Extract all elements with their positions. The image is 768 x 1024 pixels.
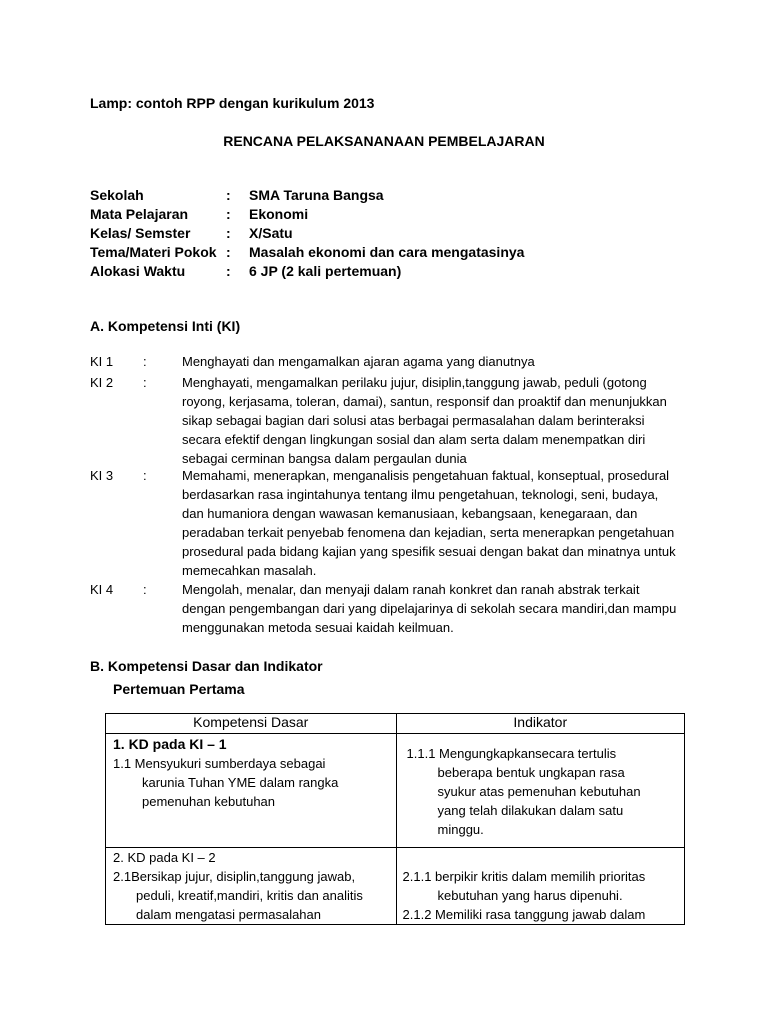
ki-line: Mengolah, menalar, dan menyaji dalam ranah konkret dan ranah abstrak terkait [182, 582, 640, 597]
ki-colon: : [143, 354, 147, 369]
indicator-line: yang telah dilakukan dalam satu [437, 803, 624, 818]
attachment-note: Lamp: contoh RPP dengan kurikulum 2013 [90, 95, 375, 111]
document-title: RENCANA PELAKSANANAAN PEMBELAJARAN [223, 133, 545, 149]
indicator-line: 2.1.1 berpikir kritis dalam memilih prioritas [402, 869, 646, 884]
ki-line: sikap sebagai bagian dari solusi atas berbagai permasalahan dalam berinteraksi [182, 413, 645, 428]
column-header-kd: Kompetensi Dasar [106, 714, 397, 734]
column-header-indicator: Indikator [396, 714, 684, 734]
ki-code: KI 4 [90, 582, 114, 597]
kd-line: 1.1 Mensyukuri sumberdaya sebagai [113, 756, 326, 771]
info-colon: : [226, 187, 231, 203]
meeting-subheading: Pertemuan Pertama [113, 681, 245, 697]
kd-cell [106, 848, 397, 925]
kd-line: pemenuhan kebutuhan [142, 794, 276, 809]
kd-cell [106, 734, 397, 848]
info-value: X/Satu [249, 225, 293, 241]
ki-text [182, 373, 710, 468]
ki-text [182, 352, 710, 371]
kd-line: karunia Tuhan YME dalam rangka [142, 775, 339, 790]
table-row [106, 848, 685, 925]
ki-line: secara efektif dengan lingkungan sosial dan alam serta dalam menempatkan diri [182, 432, 646, 447]
info-value: Ekonomi [249, 206, 309, 222]
kd-line: dalam mengatasi permasalahan [136, 907, 321, 922]
kd-line: 2.1Bersikap jujur, disiplin,tanggung jawab, [113, 869, 356, 884]
ki-line: dengan pengembangan dari yang dipelajarinya di sekolah secara mandiri,dan mampu [182, 601, 677, 616]
ki-line: dan humaniora dengan wawasan kemanusiaan, kebangsaan, kenegaraan, dan [182, 506, 638, 521]
indicator-line: kebutuhan yang harus dipenuhi. [437, 888, 623, 903]
ki-colon: : [143, 582, 147, 597]
indicator-line: syukur atas pemenuhan kebutuhan [437, 784, 641, 799]
info-value: SMA Taruna Bangsa [249, 187, 384, 203]
ki-colon: : [143, 468, 147, 483]
info-colon: : [226, 206, 231, 222]
info-colon: : [226, 263, 231, 279]
ki-line: Menghayati dan mengamalkan ajaran agama yang dianutnya [182, 354, 535, 369]
ki-line: peradaban terkait penyebab fenomena dan kejadian, serta menerapkan pengetahuan [182, 525, 675, 540]
ki-line: sebagai cerminan bangsa dalam pergaulan dunia [182, 451, 467, 466]
info-colon: : [226, 225, 231, 241]
info-value: 6 JP (2 kali pertemuan) [249, 263, 402, 279]
section-b-heading: B. Kompetensi Dasar dan Indikator [90, 658, 323, 674]
info-colon: : [226, 244, 231, 260]
ki-line: prosedural pada bidang kajian yang spesifik sesuai dengan bakat dan minatnya untuk [182, 544, 676, 559]
ki-line: royong, kerjasama, toleran, damai), santun, responsif dan proaktif dan menunjukkan [182, 394, 667, 409]
competency-table [105, 713, 685, 925]
info-value: Masalah ekonomi dan cara mengatasinya [249, 244, 525, 260]
indicator-line: minggu. [437, 822, 484, 837]
indicator-line: beberapa bentuk ungkapan rasa [437, 765, 625, 780]
indicator-cell [396, 734, 684, 848]
ki-code: KI 1 [90, 354, 114, 369]
info-label: Mata Pelajaran [90, 206, 189, 222]
ki-code: KI 3 [90, 468, 114, 483]
info-label: Sekolah [90, 187, 144, 203]
info-label: Tema/Materi Pokok [90, 244, 217, 260]
section-a-heading: A. Kompetensi Inti (KI) [90, 318, 241, 334]
info-label: Alokasi Waktu [90, 263, 186, 279]
indicator-cell [396, 848, 684, 925]
ki-code: KI 2 [90, 375, 114, 390]
info-label: Kelas/ Semster [90, 225, 191, 241]
table-row [106, 734, 685, 848]
ki-line: Memahami, menerapkan, menganalisis pengetahuan faktual, konseptual, prosedural [182, 468, 670, 483]
kd-line: peduli, kreatif,mandiri, kritis dan analitis [136, 888, 363, 903]
indicator-line: 1.1.1 Mengungkapkansecara tertulis [406, 746, 617, 761]
ki-colon: : [143, 375, 147, 390]
indicator-line: 2.1.2 Memiliki rasa tanggung jawab dalam [402, 907, 646, 922]
table-header-row [106, 714, 685, 734]
ki-line: menggunakan metoda sesuai kaidah keilmuan. [182, 620, 454, 635]
ki-text [182, 466, 710, 580]
ki-line: memecahkan masalah. [182, 563, 317, 578]
kd-heading: 2. KD pada KI – 2 [113, 850, 216, 865]
ki-line: berdasarkan rasa ingintahunya tentang ilmu pengetahuan, teknologi, seni, budaya, [182, 487, 659, 502]
ki-text [182, 580, 710, 637]
ki-line: Menghayati, mengamalkan perilaku jujur, disiplin,tanggung jawab, peduli (gotong [182, 375, 647, 390]
kd-heading: 1. KD pada KI – 1 [113, 736, 227, 752]
